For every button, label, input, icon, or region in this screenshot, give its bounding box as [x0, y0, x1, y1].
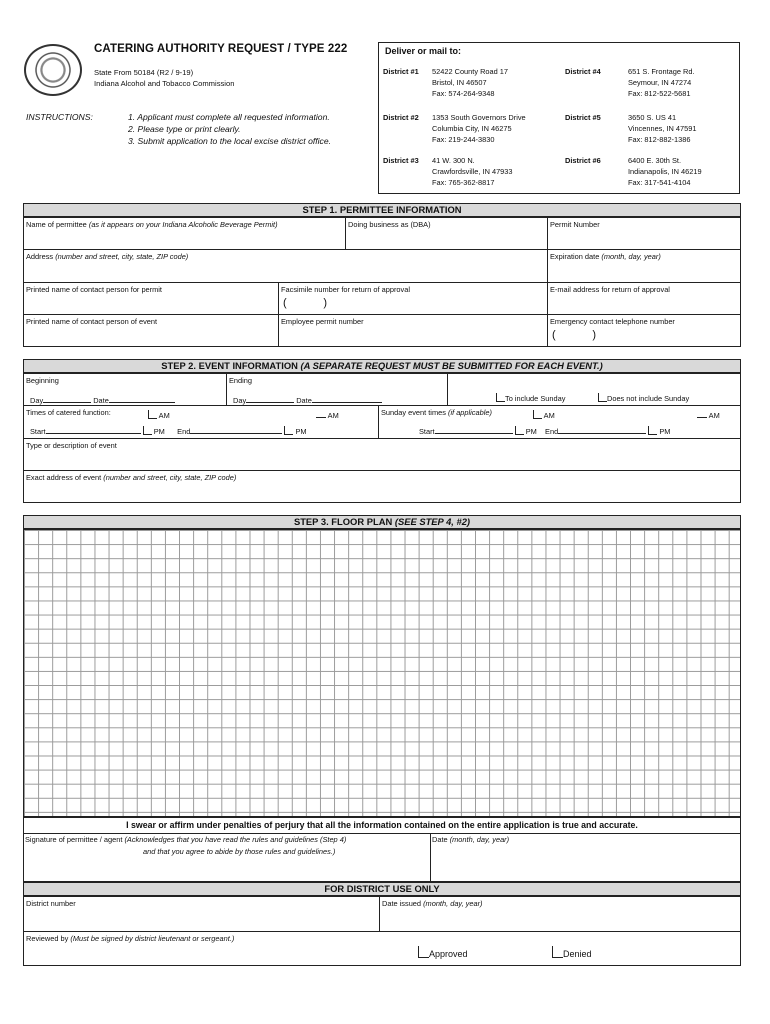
include-sunday-option[interactable]: To include Sunday — [484, 393, 565, 403]
district-3-label: District #3 — [383, 156, 419, 165]
instruction-2: 2. Please type or print clearly. — [128, 124, 241, 134]
district-use-table — [23, 896, 741, 966]
floor-plan-grid[interactable] — [23, 529, 741, 817]
step2-table — [23, 373, 741, 503]
fax-area-code-parens: ( ) — [283, 297, 327, 309]
denied-checkbox — [552, 946, 563, 958]
district-3-address: 41 W. 300 N. Crawfordsville, IN 47933 Fax: 765-362-8817 — [432, 156, 513, 187]
district-1-label: District #1 — [383, 67, 419, 76]
form-title: CATERING AUTHORITY REQUEST / TYPE 222 — [94, 43, 348, 55]
expiration-date-field[interactable]: Expiration date (month, day, year) — [547, 249, 741, 283]
approved-option[interactable]: Approved — [418, 946, 468, 959]
step1-table — [23, 217, 741, 347]
oath-section — [23, 817, 741, 882]
signature-field[interactable]: Signature of permittee / agent (Acknowledges that you have read the rules and guidelines (Step 4) and that you agree to abide by those rules and guidelines.) — [23, 833, 431, 882]
contact-event-field[interactable]: Printed name of contact person of event — [23, 314, 279, 347]
district-6-label: District #6 — [565, 156, 601, 165]
step3-heading: STEP 3. FLOOR PLAN (SEE STEP 4, #2) — [23, 515, 741, 529]
step1-heading: STEP 1. PERMITTEE INFORMATION — [23, 203, 741, 217]
mail-to-box — [378, 42, 740, 194]
agency-name: Indiana Alcohol and Tobacco Commission — [94, 79, 235, 88]
employee-permit-field[interactable]: Employee permit number — [278, 314, 548, 347]
not-include-sunday-option[interactable]: Does not include Sunday — [598, 393, 689, 403]
sunday-start-pm-checkbox — [515, 426, 524, 435]
contact-permit-field[interactable]: Printed name of contact person for permit — [23, 282, 279, 315]
denied-option[interactable]: Denied — [552, 946, 592, 959]
sunday-option-field — [447, 373, 741, 406]
reviewed-by-field[interactable]: Reviewed by (Must be signed by district lieutenant or sergeant.) Approved Denied — [23, 931, 741, 966]
permit-number-field[interactable]: Permit Number — [547, 217, 741, 250]
district-2-label: District #2 — [383, 113, 419, 122]
email-return-field[interactable]: E-mail address for return of approval — [547, 282, 741, 315]
event-address-field[interactable]: Exact address of event (number and street, city, state, ZIP code) — [23, 470, 741, 503]
form-number: State From 50184 (R2 / 9-19) — [94, 68, 194, 77]
not-include-sunday-checkbox — [598, 393, 607, 402]
start-am-checkbox — [148, 410, 157, 419]
state-seal — [24, 44, 82, 96]
ending-field[interactable]: Ending Day Date — [226, 373, 448, 406]
district-5-address: 3650 S. US 41 Vincennes, IN 47591 Fax: 812-882-1386 — [628, 113, 697, 144]
event-description-field[interactable]: Type or description of event — [23, 438, 741, 471]
phone-area-code-parens: ( ) — [552, 329, 596, 341]
date-issued-field[interactable]: Date issued (month, day, year) — [379, 896, 741, 932]
end-pm-checkbox — [284, 426, 293, 435]
permittee-name-field[interactable]: Name of permittee (as it appears on your Indiana Alcoholic Beverage Permit) — [23, 217, 346, 250]
district-1-address: 52422 County Road 17 Bristol, IN 46507 Fax: 574-264-9348 — [432, 67, 509, 98]
sunday-start-am-checkbox — [533, 410, 542, 419]
instruction-1: 1. Applicant must complete all requested information. — [128, 112, 330, 122]
sunday-times-field[interactable]: Sunday event times (if applicable) AM AM Start PM End PM — [378, 405, 741, 439]
district-2-address: 1353 South Governors Drive Columbia City, IN 46275 Fax: 219-244-3830 — [432, 113, 526, 144]
mail-heading: Deliver or mail to: — [385, 46, 462, 56]
step2-heading: STEP 2. EVENT INFORMATION (A SEPARATE REQUEST MUST BE SUBMITTED FOR EACH EVENT.) — [23, 359, 741, 373]
oath-text: I swear or affirm under penalties of perjury that all the information contained on the entire application is true and accurate. — [126, 820, 638, 830]
instruction-3: 3. Submit application to the local excise district office. — [128, 136, 332, 146]
district-5-label: District #5 — [565, 113, 601, 122]
dba-field[interactable]: Doing business as (DBA) — [345, 217, 548, 250]
district-number-field[interactable]: District number — [23, 896, 380, 932]
beginning-field[interactable]: Beginning Day Date — [23, 373, 227, 406]
start-pm-checkbox — [143, 426, 152, 435]
approved-checkbox — [418, 946, 429, 958]
emergency-phone-field[interactable]: Emergency contact telephone number ( ) — [547, 314, 741, 347]
fax-return-field[interactable]: Facsimile number for return of approval ( ) — [278, 282, 548, 315]
include-sunday-checkbox — [496, 393, 505, 402]
address-field[interactable]: Address (number and street, city, state, ZIP code) — [23, 249, 548, 283]
oath-date-field[interactable]: Date (month, day, year) — [432, 835, 510, 844]
sunday-end-pm-checkbox — [648, 426, 657, 435]
district-4-address: 651 S. Frontage Rd. Seymour, IN 47274 Fax: 812-522-5681 — [628, 67, 695, 98]
catered-times-field[interactable]: Times of catered function: AM AM Start PM End PM — [23, 405, 379, 439]
district-4-label: District #4 — [565, 67, 601, 76]
district-use-heading: FOR DISTRICT USE ONLY — [23, 882, 741, 896]
instructions-label: INSTRUCTIONS: — [26, 112, 93, 122]
district-6-address: 6400 E. 30th St. Indianapolis, IN 46219 Fax: 317-541-4104 — [628, 156, 702, 187]
